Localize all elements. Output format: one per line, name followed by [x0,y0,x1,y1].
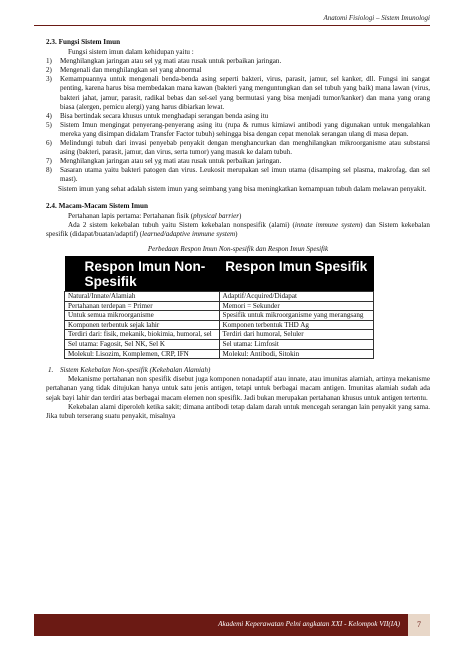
table-header-cell: Respon Imun Spesifik [219,256,374,292]
header-rule [34,25,430,26]
list-item: 6) Melindungi tubuh dari invasi penyebab penyakit dengan menghancurkan dan menghilangkan mikroorganisme atau substansi asing (bakteri, parasit, jamur, dan virus, serta tumor) yang masuk ke dalam tubuh. [46,139,430,157]
table-cell: Terdiri dari humoral, Seluler [219,330,374,340]
table-cell: Terdiri dari: fisik, mekanik, biokimia, humoral, sel [65,330,220,340]
function-list [46,57,430,184]
table-row [65,311,374,321]
table-cell: Komponen terbentuk THD Ag [219,320,374,330]
list-item: 5) Sistem Imun mengingat penyerang-penyerang asing itu (rupa & rumus kimiawi antibodi yang digunakan untuk mengalahkan mereka yang disimpan didalam Transfer Factor tubuh) sehingga bisa dengan cepat menolak serangan ulang di masa depan. [46,120,430,138]
subsection-title: 1. Sistem Kekebalan Non-spesifik (Kekebalan Alamiah) [48,366,211,375]
subsection-paragraph: Mekanisme pertahanan non spesifik disebut juga komponen nonadaptif atau innate, atau imunitas alamiah, artinya mekanisme pertahanan yang tidak ditujukan hanya untuk satu jenis antigen, tetapi untuk berbagai macam antigen. Imunitas alamiah sudah ada sejak bayi lahir dan terdiri atas berbagai macam elemen non spesifik. Jadi bukan merupakan pertahanan khusus untuk antigen tertentu. [46,375,430,402]
list-item: 8) Sasaran utama yaitu bakteri patogen dan virus. Leukosit merupakan sel imun utama (disamping sel plasma, makrofag, dan sel mast). [46,166,430,184]
page-content [46,38,430,421]
defense-line-2: Ada 2 sistem kekebalan tubuh yaitu Sistem kekebalan nonspesifik (alami) (innate immune system) dan Sistem kekebalan spesifik (didapat/buatan/adaptif) (learned/adaptive immune system) [46,220,430,238]
table-row [65,330,374,340]
page-number: 7 [408,614,430,636]
list-item: 7) Menghilangkan jaringan atau sel yg mati atau rusak untuk perbaikan jaringan. [46,157,282,166]
defense-line-1: Pertahanan lapis pertama: Pertahanan fisik (physical barrier) [68,211,242,220]
table-cell: Komponen terbentuk sejak lahir [65,320,220,330]
table-cell: Adaptif/Acquired/Didapat [219,292,374,302]
comparison-table [64,256,374,359]
table-cell: Untuk semua mikroorganisme [65,311,220,321]
table-cell: Pertahanan terdepan = Primer [65,301,220,311]
list-item: 3) Kemampuannya untuk mengenali benda-benda asing seperti bakteri, virus, parasit, jamur, sel kanker, dll. Fungsi ini sangat penting, karena harus bisa membedakan mana kawan (bakteri yang menguntungkan dan sel tubuh yang baik) mana lawan (virus, bakteri jahat, jamur, parasit, radikal bebas dan sel-sel yang bermutasi yang bisa menjadi tumor/kanker) dan mana yang orang biasa (alergen, pemicu alergi) yang harus dibiarkan lewat. [46,75,430,111]
section-intro: Fungsi sistem imun dalam kehidupan yaitu : [68,48,194,57]
table-cell: Molekul: Antibodi, Sitokin [219,349,374,359]
running-header: Anatomi Fisiologi – Sistem Imunologi [323,14,430,22]
section-title-macam: 2.4. Macam-Macam Sistem Imun [46,201,149,210]
table-cell: Molekul: Lisozim, Komplemen, CRP, IFN [65,349,220,359]
list-item: 1) Menghilangkan jaringan atau sel yg mati atau rusak untuk perbaikan jaringan. [46,57,282,66]
section-closing: Sistem imun yang sehat adalah sistem imun yang seimbang yang bisa meningkatkan kemampuan tubuh dalam melawan penyakit. [58,184,427,193]
list-item: 2) Mengenali dan menghilangkan sel yang abnormal [46,66,202,75]
table-cell: Memori = Sekunder [219,301,374,311]
table-row [65,301,374,311]
table-row [65,349,374,359]
table-cell: Spesifik untuk mikroorganisme yang merangsang [219,311,374,321]
table-caption: Perbedaan Respon Imun Non-spesifik dan Respon Imun Spesifik [147,244,329,253]
table-row [65,292,374,302]
footer-text: Akademi Keperawatan Pelni angkatan XXI - Kelompok VII(IA) [218,620,400,628]
footer-bar [34,614,430,636]
table-row [65,320,374,330]
table-header-cell: Respon Imun Non-Spesifik [65,256,220,292]
table-row [65,340,374,350]
table-cell: Sel utama: Fagosit, Sel NK, Sel K [65,340,220,350]
table-header-row [65,256,374,292]
list-item: 4) Bisa bertindak secara khusus untuk menghadapi serangan benda asing itu [46,111,269,120]
table-cell: Sel utama: Limfosit [219,340,374,350]
table-cell: Natural/Innate/Alamiah [65,292,220,302]
subsection-paragraph: Kekebalan alami diperoleh ketika sakit; dimana antibodi tetap dalam darah untuk mencegah serangan lain penyakit yang sama. Jika tubuh terserang suatu penyakit, misalnya [46,402,430,420]
section-title-fungsi: 2.3. Fungsi Sistem Imun [46,38,121,46]
